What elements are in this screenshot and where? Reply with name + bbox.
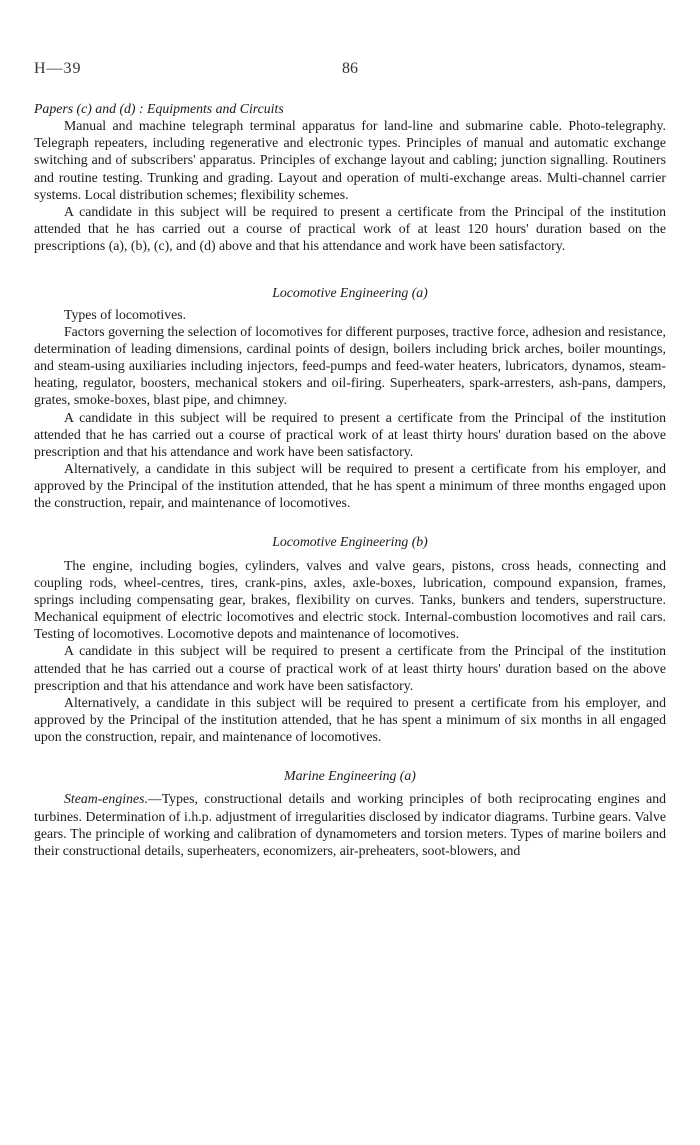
section-locomotive-engineering-b bbox=[34, 533, 666, 745]
paragraph: Manual and machine telegraph terminal apparatus for land-line and submarine cable. Photo-telegraphy. Telegraph repeaters, including regenerative and electronic types. Principles of manual and automatic exchange switching and of subscribers' apparatus. Principles of exchange layout and cabling; junction signalling. Routiners and routine testing. Trunking and grading. Layout and operation of multi-exchange areas. Multi-channel carrier systems. Local distribution schemes; flexibility schemes. bbox=[34, 118, 666, 202]
section-heading: Marine Engineering (a) bbox=[284, 768, 416, 784]
page-header bbox=[34, 60, 666, 82]
section-marine-engineering-a bbox=[34, 767, 666, 859]
section-heading: Papers (c) and (d) : Equipments and Circuits bbox=[34, 101, 284, 116]
paragraph: A candidate in this subject will be required to present a certificate from the Principal of the institution attended that he has carried out a course of practical work of at least 120 hours' duration based on the prescriptions (a), (b), (c), and (d) above and that his attendance and work have been satisfactory. bbox=[34, 203, 666, 254]
section-heading: Locomotive Engineering (b) bbox=[272, 534, 428, 550]
section-heading: Locomotive Engineering (a) bbox=[272, 285, 428, 301]
paragraph bbox=[34, 790, 666, 859]
paragraph: Factors governing the selection of locomotives for different purposes, tractive force, adhesion and resistance, determination of leading dimensions, cardinal points of design, boilers including brick arches, boiler mountings, and steam-using auxiliaries including injectors, feed-pumps and feed-water heaters, lubricators, dynamos, steam-heating, regulator, boosters, mechanical stokers and oil-firing. Superheaters, spark-arresters, ash-pans, dampers, grates, smoke-boxes, blast pipe, and chimney. bbox=[34, 323, 667, 408]
page-number: 86 bbox=[342, 60, 358, 77]
section-papers-cd bbox=[34, 100, 666, 254]
paragraph: A candidate in this subject will be required to present a certificate from the Principal of the institution attended that he has carried out a course of practical work of at least thirty hours' duration based on the above prescription and that his attendance and work have been satisfactory. bbox=[34, 409, 666, 459]
paragraph-lead: Steam-engines. bbox=[64, 791, 148, 807]
report-reference: H—39 bbox=[34, 60, 82, 77]
paragraph: Types of locomotives. bbox=[64, 306, 187, 322]
paragraph-text: —Types, constructional details and working principles of both reciprocating engines and turbines. Determination of i.h.p. adjustment of irregularities disclosed by indicator diagrams. Turbine gears. Valve gears. The principle of working and calibration of dynamometers and torsion meters. Types of marine boilers and their constructional details, superheaters, economizers, air-preheaters, soot-blowers, and bbox=[34, 791, 666, 858]
paragraph: Alternatively, a candidate in this subject will be required to present a certificate from his employer, and approved by the Principal of the institution attended, that he has spent a minimum of six months in all engaged upon the construction, repair, and maintenance of locomotives. bbox=[34, 694, 666, 745]
page-content bbox=[34, 100, 666, 859]
paragraph: A candidate in this subject will be required to present a certificate from the Principal of the institution attended that he has carried out a course of practical work of at least thirty hours' duration based on the above prescription and that his attendance and work have been satisfactory. bbox=[34, 643, 666, 693]
section-locomotive-engineering-a bbox=[34, 284, 666, 511]
paragraph: Alternatively, a candidate in this subject will be required to present a certificate from his employer, and approved by the Principal of the institution attended, that he has spent a minimum of three months engaged upon the construction, repair, and maintenance of locomotives. bbox=[34, 460, 666, 511]
paragraph: The engine, including bogies, cylinders, valves and valve gears, pistons, cross heads, connecting and coupling rods, wheel-centres, tires, crank-pins, axles, axle-boxes, lubrication, compound expansion, frames, springs including compensating gear, brakes, flexibility on curves. Tanks, bunkers and tenders, superstructure. Mechanical equipment of electric locomotives and electric stock. Internal-combustion locomotives and rail cars. Testing of locomotives. Locomotive depots and maintenance of locomotives. bbox=[34, 557, 666, 642]
